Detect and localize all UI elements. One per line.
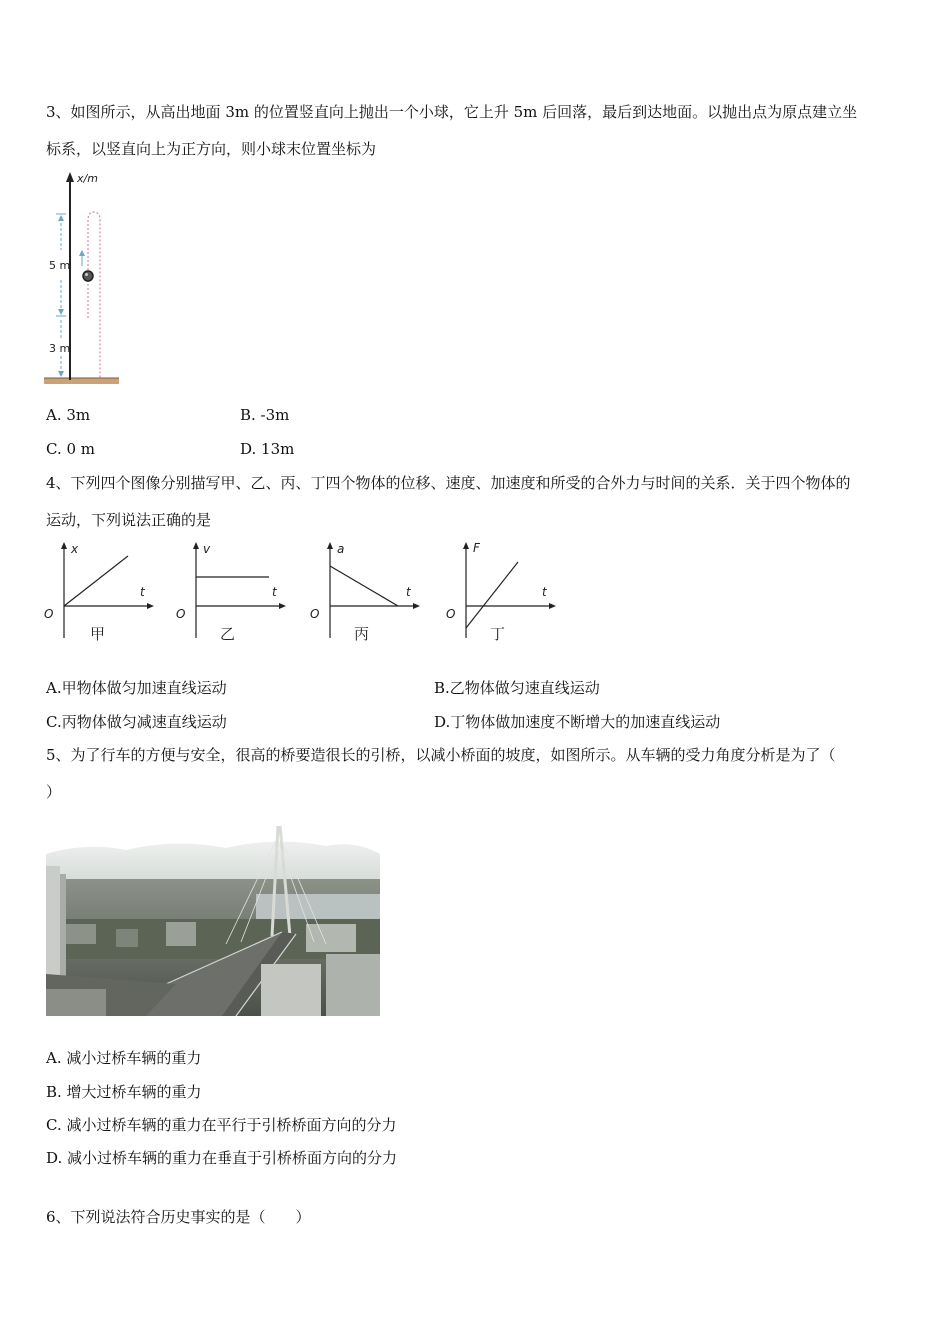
origin-label: O — [446, 607, 456, 621]
t-axis-label: t — [140, 585, 145, 599]
q4-text-line2: 运动，下列说法正确的是 — [46, 511, 212, 529]
y-axis-label: a — [337, 542, 345, 556]
f-t-line — [466, 562, 518, 628]
graph-bing — [306, 540, 426, 648]
q5-option-b: B. 增大过桥车辆的重力 — [46, 1083, 202, 1101]
q4-option-a: A.甲物体做匀加速直线运动 — [46, 679, 227, 697]
y-axis-label: v — [203, 542, 211, 556]
q6-text-line1: 6、下列说法符合历史事实的是（ ） — [46, 1208, 311, 1226]
graph-caption: 乙 — [220, 625, 236, 643]
q5-text-line2: ） — [46, 783, 62, 801]
q5-text-line1: 5、为了行车的方便与安全，很高的桥要造很长的引桥，以减小桥面的坡度，如图所示。从车辆的受力角度分析是为了（ — [46, 746, 836, 764]
origin-label: O — [176, 607, 186, 621]
graph-caption: 丁 — [490, 625, 506, 643]
q4-option-d: D.丁物体做加速度不断增大的加速直线运动 — [434, 713, 721, 731]
graph-ding — [442, 540, 562, 648]
origin-label: O — [44, 607, 54, 621]
q3-option-c: C. 0 m — [46, 440, 96, 458]
upper-distance-label: 5 m — [49, 259, 71, 272]
ground — [44, 378, 119, 384]
y-axis-label: x — [71, 542, 79, 556]
graph-caption: 丙 — [354, 625, 370, 643]
graph-jia — [40, 540, 160, 648]
t-axis-label: t — [272, 585, 277, 599]
a-t-line — [330, 566, 398, 606]
q4-option-b: B.乙物体做匀速直线运动 — [434, 679, 600, 697]
t-axis-label: t — [542, 585, 547, 599]
bridge-photo — [46, 824, 380, 1016]
q5-option-c: C. 减小过桥车辆的重力在平行于引桥桥面方向的分力 — [46, 1116, 397, 1134]
q3-text-line1: 3、如图所示，从高出地面 3m 的位置竖直向上抛出一个小球，它上升 5m 后回落，最后到达地面。以抛出点为原点建立坐 — [46, 103, 858, 121]
x-t-line — [64, 556, 128, 606]
q5-option-a: A. 减小过桥车辆的重力 — [46, 1049, 202, 1067]
q3-text-line2: 标系，以竖直向上为正方向，则小球末位置坐标为 — [46, 140, 377, 158]
y-axis-label: F — [473, 541, 480, 555]
lower-distance-label: 3 m — [49, 342, 71, 355]
axis-label: x/m — [77, 172, 98, 185]
graph-yi — [172, 540, 292, 648]
t-axis-label: t — [406, 585, 411, 599]
q3-option-a: A. 3m — [46, 406, 91, 424]
q4-option-c: C.丙物体做匀减速直线运动 — [46, 713, 227, 731]
q3-option-b: B. -3m — [240, 406, 290, 424]
q4-text-line1: 4、下列四个图像分别描写甲、乙、丙、丁四个物体的位移、速度、加速度和所受的合外力与时间的关系．关于四个物体的 — [46, 474, 851, 492]
q3-ball-figure — [44, 170, 124, 388]
graph-caption: 甲 — [90, 625, 106, 643]
trajectory-path — [88, 212, 100, 378]
ball-icon — [83, 271, 93, 281]
q3-option-d: D. 13m — [240, 440, 295, 458]
q5-option-d: D. 减小过桥车辆的重力在垂直于引桥桥面方向的分力 — [46, 1149, 398, 1167]
axis-arrow-icon — [66, 172, 74, 182]
origin-label: O — [310, 607, 320, 621]
